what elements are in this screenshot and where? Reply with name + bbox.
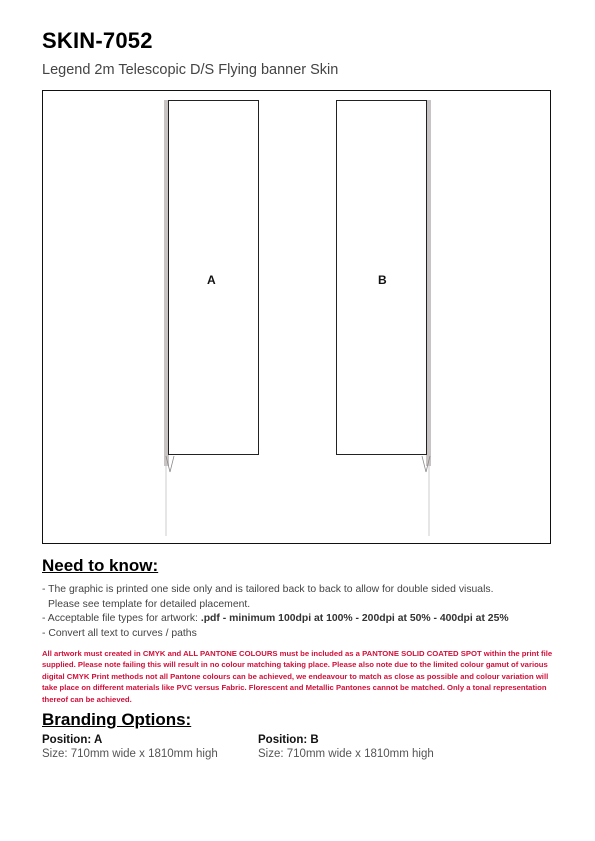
position-a-title: Position: A — [42, 734, 103, 746]
banner-pole-base-a — [165, 466, 167, 536]
info-line-3-prefix: - Acceptable file types for artwork: — [42, 613, 201, 624]
page-title: SKIN-7052 — [42, 28, 153, 53]
colour-warning-text: All artwork must created in CMYK and ALL PANTONE COLOURS must be included as a PANTONE SOLID COATED SPOT within the print file supplied. Please note failing this will result in no colour matching taking place. Please also note due to the limited colour gamut of various digital CMYK Print methods not all Pantone colours can be achieved, we endeavour to match as close as possible and colour variation will take place on different materials like PVC versus Fabric. Florescent and Metallic Pantones cannot be matched. Only a tonal representation thereof can be achieved. — [42, 649, 553, 704]
panel-label-a: A — [207, 273, 216, 287]
need-to-know-heading: Need to know: — [42, 556, 159, 575]
banner-tension-line-b — [420, 454, 432, 474]
template-frame — [42, 90, 551, 544]
info-line-2: Please see template for detailed placement. — [48, 599, 251, 610]
position-b-title: Position: B — [258, 734, 319, 746]
banner-pole-base-b — [428, 466, 430, 536]
info-line-1: - The graphic is printed one side only and is tailored back to back to allow for double sided visuals. — [42, 584, 494, 595]
banner-tension-line-a — [164, 454, 176, 474]
branding-options-heading: Branding Options: — [42, 710, 192, 729]
info-line-3 — [42, 613, 509, 624]
info-line-3-bold: .pdf - minimum 100dpi at 100% - 200dpi at 50% - 400dpi at 25% — [200, 613, 509, 624]
page-subtitle: Legend 2m Telescopic D/S Flying banner Skin — [42, 62, 339, 78]
info-line-4: - Convert all text to curves / paths — [42, 628, 197, 639]
position-a-size: Size: 710mm wide x 1810mm high — [42, 748, 218, 760]
panel-label-b: B — [378, 273, 387, 287]
position-b-size: Size: 710mm wide x 1810mm high — [258, 748, 434, 760]
